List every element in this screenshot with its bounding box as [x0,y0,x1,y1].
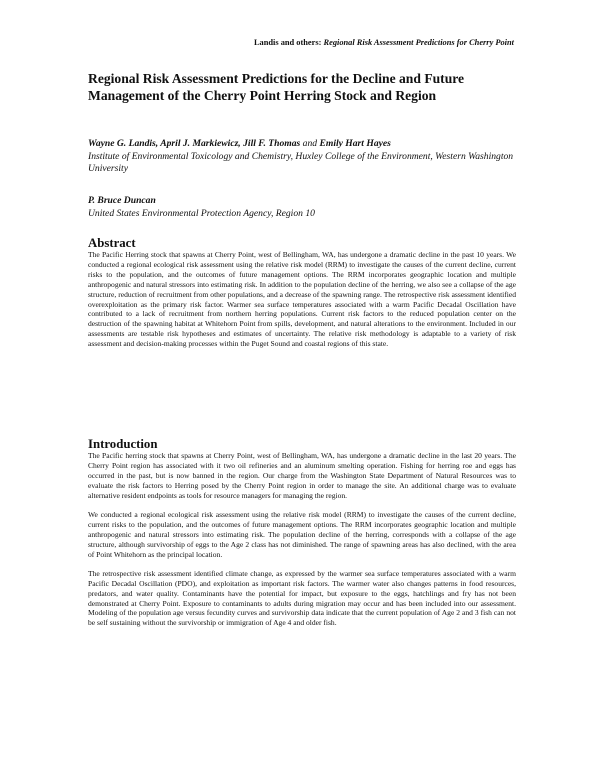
running-head [254,38,514,47]
running-head-authors: Landis and others: [253,38,322,47]
author-list: Wayne G. Landis, April J. Markiewicz, Jill F. Thomas [88,138,301,149]
author-last: Emily Hart Hayes [319,138,391,149]
intro-paragraph: The retrospective risk assessment identified climate change, as expressed by the warmer sea surface temperatures associated with a warm Pacific Decadal Oscillation (PDO), and exploitation as important risk factors. The warmer water also changes patterns in food resources, predators, and water quality. Contaminants have the potential for impact, but exposure to the eggs, hatchlings and fry has not been demonstrated at Cherry Point. Exposure to contaminants to adults during migration may occur and has been included into our assessment. Modeling of the population age versus fecundity curves and survivorship data indicate that the current population of Age 2 and 3 fish can not be self sustaining without the survivorship or immigration of Age 4 and older fish. [88,568,516,628]
author-affiliation-2: United States Environmental Protection Agency, Region 10 [88,207,315,219]
abstract-heading: Abstract [88,236,136,250]
author-and: and [302,138,318,149]
paper-title: Regional Risk Assessment Predictions for the Decline and Future Management of the Cherry Point Herring Stock and Region [88,71,465,103]
introduction-heading: Introduction [88,437,158,451]
abstract-text: The Pacific Herring stock that spawns at Cherry Point, west of Bellingham, WA, has undergone a dramatic decline in the past 10 years. We conducted a regional ecological risk assessment using the relative risk model (RRM) to investigate the causes of the current decline, current risks to the population, and the outcomes of future management options. The RRM incorporates geographic location and multiple anthropogenic and natural stressors into estimating risk. In addition to the population decline of the herring, we also see a collapse of the age structure, reduction of recruitment from other populations, and a decrease of the spawning range. The retrospective risk assessment identified overexploitation as the primary risk factor. Warmer sea surface temperatures associated with a warm Pacific Decadal Oscillation have contributed to a lack of recruitment from northern herring populations. Current risk factors to the reduced population center on the destruction of the spawning habitat at Whitehorn Point from spills, development, and natural alterations to the environment. Included in our assessments are testable risk hypotheses and estimates of uncertainty. The relative risk methodology is adaptable to a variety of risk assessment and decision-making processes within the Puget Sound and coastal regions of this state. [88,250,516,349]
author-affiliation: Institute of Environmental Toxicology and Chemistry, Huxley College of the Environment, Western Washington University [88,150,514,174]
intro-paragraph: The Pacific herring stock that spawns at Cherry Point, west of Bellingham, WA, has undergone a dramatic decline in the last 20 years. The Cherry Point region has associated with it two oil refineries and an aluminum smelting operation. Fishing for herring roe and eggs has occurred in the past, but is now banned in the region. Our charge from the Washington State Department of Natural Resources was to evaluate the risk factors to Herring posed by the Cherry Point region in order to manage the site. An additional charge was to evaluate alternative resident endpoints as tools for resource managers for managing the region. [88,451,516,500]
author-names-2: P. Bruce Duncan [88,195,156,206]
intro-paragraph: We conducted a regional ecological risk assessment using the relative risk model (RRM) to investigate the causes of the current decline, current risks to the population, and the outcomes of future management options. The RRM incorporates geographic location and multiple anthropogenic and natural stressors into estimating risk. The population decline of the herring, corresponds with a collapse of the age structure, although survivorship of eggs to the Age 2 class has not diminished. The range of spawning areas has also declined, with the area of Point Whitehorn as the principal location. [88,509,516,559]
abstract-section [88,236,516,349]
running-head-title: Regional Risk Assessment Predictions for Cherry Point [323,38,514,47]
author-group-1 [88,138,518,176]
author-group-2 [88,195,518,220]
introduction-section [88,437,516,628]
author-names [88,138,518,151]
